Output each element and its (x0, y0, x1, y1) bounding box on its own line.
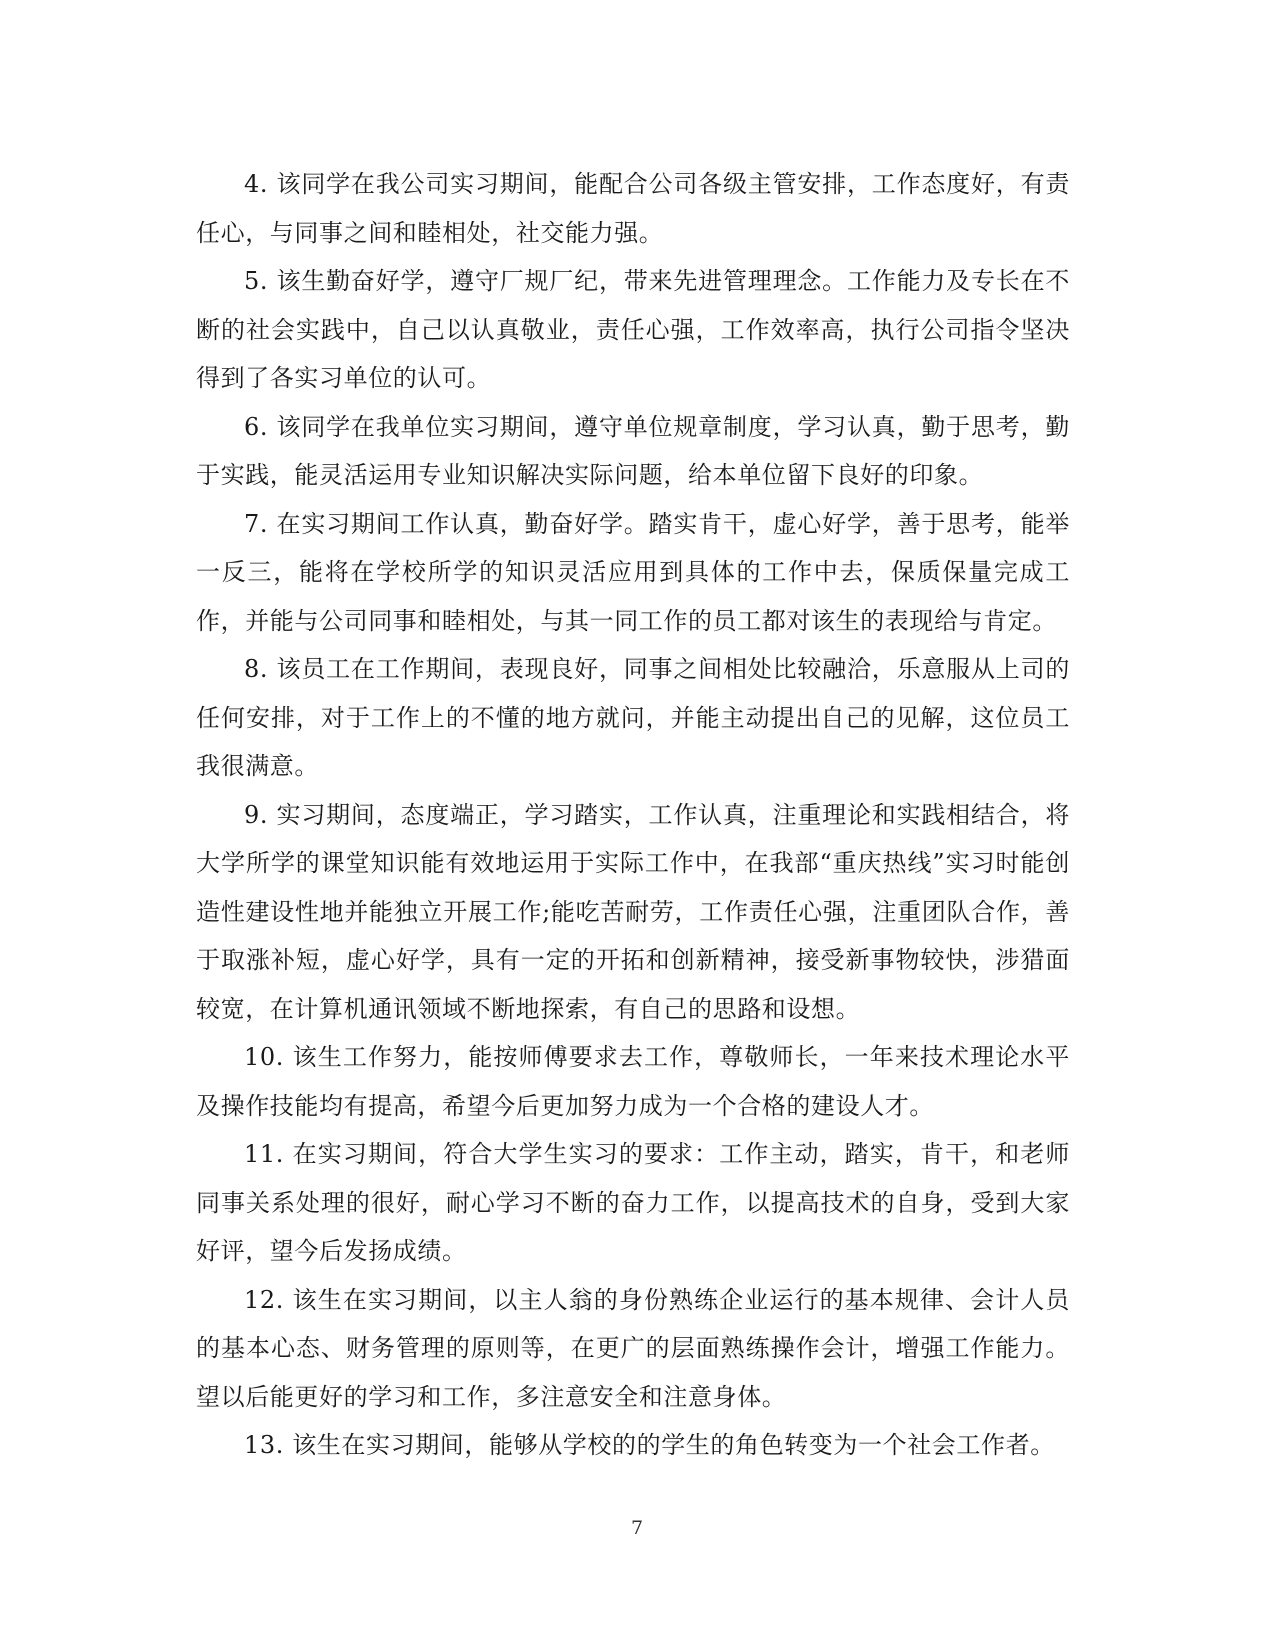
paragraph-13: 13. 该生在实习期间，能够从学校的的学生的角色转变为一个社会工作者。 (244, 1431, 1055, 1459)
paragraph-11: 11. 在实习期间，符合大学生实习的要求：工作主动，踏实，肯干，和老师同事关系处理的很好，耐心学习不断的奋力工作，以提高技术的自身，受到大家好评，望今后发扬成绩。 (196, 1140, 1070, 1265)
paragraph-7: 7. 在实习期间工作认真，勤奋好学。踏实肯干，虚心好学，善于思考，能举一反三，能将在学校所学的知识灵活应用到具体的工作中去，保质保量完成工作，并能与公司同事和睦相处，与其一同工作的员工都对该生的表现给与肯定。 (196, 509, 1070, 635)
page-number: 7 (630, 1517, 644, 1539)
paragraph-12: 12. 该生在实习期间，以主人翁的身份熟练企业运行的基本规律、会计人员的基本心态、财务管理的原则等，在更广的层面熟练操作会计，增强工作能力。望以后能更好的学习和工作，多注意安全和注意身体。 (196, 1285, 1070, 1411)
paragraph-8: 8. 该员工在工作期间，表现良好，同事之间相处比较融洽，乐意服从上司的任何安排，对于工作上的不懂的地方就问，并能主动提出自己的见解，这位员工我很满意。 (196, 655, 1070, 780)
paragraph-5: 5. 该生勤奋好学，遵守厂规厂纪，带来先进管理理念。工作能力及专长在不断的社会实践中，自己以认真敬业，责任心强，工作效率高，执行公司指令坚决得到了各实习单位的认可。 (196, 267, 1070, 392)
paragraph-10: 10. 该生工作努力，能按师傅要求去工作，尊敬师长，一年来技术理论水平及操作技能均有提高，希望今后更加努力成为一个合格的建设人才。 (196, 1043, 1070, 1120)
body-text (196, 160, 1070, 1470)
paragraph-4: 4. 该同学在我公司实习期间，能配合公司各级主管安排，工作态度好，有责任心，与同事之间和睦相处，社交能力强。 (196, 170, 1070, 247)
paragraph-6: 6. 该同学在我单位实习期间，遵守单位规章制度，学习认真，勤于思考，勤于实践，能灵活运用专业知识解决实际问题，给本单位留下良好的印象。 (196, 412, 1070, 489)
paragraph-9: 9. 实习期间，态度端正，学习踏实，工作认真，注重理论和实践相结合，将大学所学的课堂知识能有效地运用于实际工作中，在我部“重庆热线”实习时能创造性建设性地并能独立开展工作;能吃苦耐劳，工作责任心强，注重团队合作，善于取涨补短，虚心好学，具有一定的开拓和创新精神，接受新事物较快，涉猎面较宽，在计算机通讯领域不断地探索，有自己的思路和设想。 (196, 800, 1070, 1023)
